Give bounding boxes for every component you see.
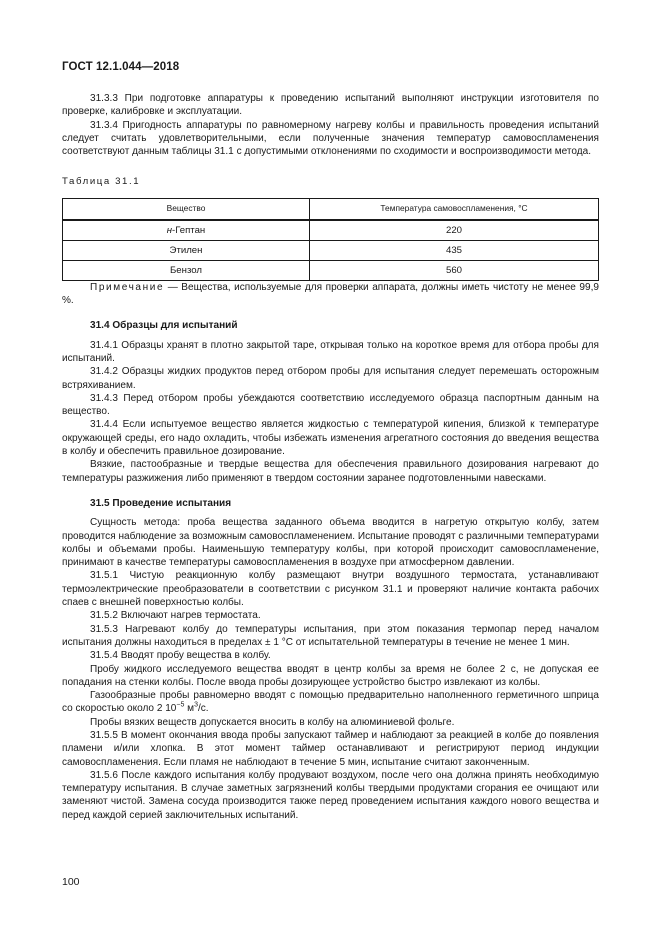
table-header-row [63,198,599,220]
table-row [63,220,599,241]
table-cell-substance [63,220,310,241]
paragraph-gas-sample [62,689,599,716]
paragraph-method-essence: Сущность метода: проба вещества заданного объема вводится в нагретую открытую колбу, затем проводится наблюдение за возможным самовоспламенением. Испытание проводят с различными температурами колбы и объемами пробы. Наименьшую температуру колбы, при которой происходит самовоспламенение, принимают в качестве температуры самовоспламенения в воздухе при атмосферном давлении. [62,517,599,569]
table-cell-temperature: 435 [310,240,599,260]
table-cell-substance: Бензол [63,260,310,280]
rate-unit-tail: /с. [197,703,209,715]
paragraph-31-3-3: 31.3.3 При подготовке аппаратуры к проведению испытаний выполняют инструкции изготовителя по проверке, калибровке и эксплуатации. [62,93,599,118]
document-body [62,92,599,822]
table-row [63,260,599,280]
paragraph-31-4-3: 31.4.3 Перед отбором пробы убеждаются соответствию исследуемого образца паспортным данным на вещество. [62,392,599,418]
standard-header: ГОСТ 12.1.044—2018 [62,61,180,73]
italic-prefix: н [166,224,173,236]
paragraph-31-5-4: 31.5.4 Вводят пробу вещества в колбу. [90,650,271,662]
section-heading-31-4: 31.4 Образцы для испытаний [90,320,238,332]
rate-unit: м [184,703,195,715]
substance-name: -Гептан [172,224,206,236]
note-text: — Вещества, используемые для проверки аппарата, должны иметь чистоту не менее 99,9 %. [62,281,599,307]
table-header-substance: Вещество [63,198,310,220]
paragraph-31-5-3: 31.5.3 Нагревают колбу до температуры испытания, при этом показания термопар перед началом испытания должны находиться в пределах ± 1 °С от испытательной температуры в течение не менее 1 мин. [62,623,599,648]
note-label: Примечание [90,281,165,293]
paragraph-31-5-5: 31.5.5 В момент окончания ввода пробы запускают таймер и наблюдают за реакцией в колбе до появления пламени и/или хлопка. В этот момент таймер останавливают и регистрируют период индукции самовоспламенения. Если пламя не наблюдают в течение 5 мин, испытание считают законченным. [62,729,599,768]
unit-exponent: 3 [194,702,198,710]
paragraph-liquid-sample: Пробу жидкого исследуемого вещества вводят в центр колбы за время не более 2 с, не допуская ее попадания на стенки колбы. После ввода пробы дозирующее устройство быстро извлекают из колбы. [62,663,599,688]
table-note [62,281,599,308]
table-31-1 [62,198,599,281]
rate-exponent: −5 [176,702,185,710]
table-header-temperature: Температура самовоспламенения, °С [310,198,599,220]
paragraph-viscous-sample: Пробы вязких веществ допускается вносить в колбу на алюминиевой фольге. [90,716,455,728]
paragraph-31-4-2: 31.4.2 Образцы жидких продуктов перед отбором пробы для испытания следует перемешать осторожным встряхиванием. [62,366,599,391]
table-caption: Таблица 31.1 [62,176,141,188]
table-cell-temperature: 560 [310,260,599,280]
page-number: 100 [62,876,80,888]
table-row [63,240,599,260]
paragraph-31-4-4: 31.4.4 Если испытуемое вещество является жидкостью с температурой кипения, близкой к температуре окружающей среды, его надо охладить, чтобы избежать изменения агрегатного состояния до введения вещества в колбу и обеспечить правильное дозирование. [62,419,599,458]
paragraph-31-4-1: 31.4.1 Образцы хранят в плотно закрытой таре, открывая только на короткое время для отбора пробы для испытаний. [62,339,599,364]
paragraph-31-5-6: 31.5.6 После каждого испытания колбу продувают воздухом, после чего она должна принять необходимую температуру испытания. В случае заметных загрязнений колбы твердыми продуктами сгорания ее очищают или заменяют чистой. Замена сосуда производится также перед проведением испытания каждого нового вещества и перед каждой серией заключительных испытаний. [62,769,599,821]
section-heading-31-5: 31.5 Проведение испытания [90,497,232,509]
table-cell-temperature: 220 [310,220,599,241]
gas-text: Газообразные пробы равномерно вводят с помощью предварительно наполненного герметичного шприца со скоростью около 2 10 [62,690,599,715]
table-cell-substance: Этилен [63,240,310,260]
paragraph-31-5-1: 31.5.1 Чистую реакционную колбу размещают внутри воздушного термостата, устанавливают термоэлектрические преобразователи в соответствии с рисунком 31.1 и проверяют наличие контакта рабочих спаев с внешней поверхностью колбы. [62,570,599,609]
paragraph-31-5-2: 31.5.2 Включают нагрев термостата. [90,610,261,622]
paragraph-31-3-4: 31.3.4 Пригодность аппаратуры по равномерному нагреву колбы и правильность проведения испытаний следует считать удовлетворительными, если полученные значения температур самовоспламенения соответствуют данным таблицы 31.1 с допустимыми отклонениями по сходимости и воспроизводимости метода. [62,119,599,158]
paragraph-viscous: Вязкие, пастообразные и твердые вещества для обеспечения правильного дозирования нагревают до температуры разжижения либо применяют в твердом состоянии заранее подготовленными навесками. [62,459,599,484]
